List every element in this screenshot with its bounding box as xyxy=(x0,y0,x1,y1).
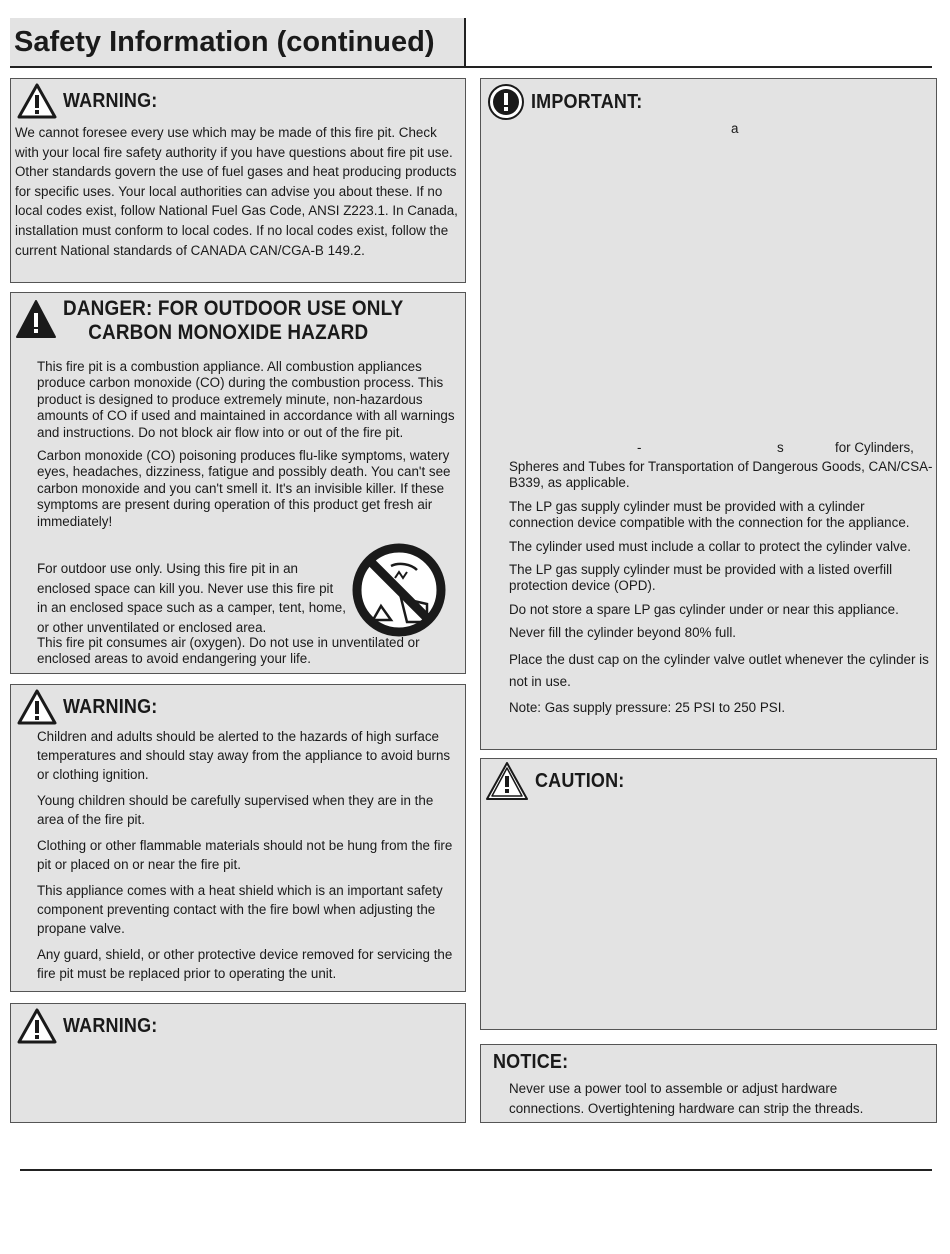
important-fragment-cylinders: for Cylinders, xyxy=(835,440,914,455)
notice-heading: NOTICE: xyxy=(493,1051,569,1073)
important-paragraph-3: The LP gas supply cylinder must be provided with a listed overfill protection device (OPD). xyxy=(509,562,893,594)
important-paragraph-6: Place the dust cap on the cylinder valve outlet whenever the cylinder is not in use. xyxy=(509,651,929,689)
danger-box-carbon-monoxide xyxy=(10,292,466,674)
warning-triangle-icon xyxy=(17,1008,57,1044)
important-paragraph-5: Never fill the cylinder beyond 80% full. xyxy=(509,625,737,641)
caution-triangle-icon xyxy=(485,761,529,801)
warning-text: We cannot foresee every use which may be made of this fire pit. Check with your local fire safety authority if you have questions about fire pit use. Other standards govern the use of fuel gases and heat producing products for specific uses. Your local authorities can advise you about these. If no local codes exist, follow National Fuel Gas Code, ANSI Z223.1. In Canada, installation must conform to local codes. If no local codes exist, follow the current National standards of CANADA CAN/CGA-B 149.2. xyxy=(15,125,458,258)
notice-text: Never use a power tool to assemble or adjust hardware connections. Overtightening hardware can strip the threads. xyxy=(509,1081,864,1116)
warning-heading: WARNING: xyxy=(63,695,158,718)
warning-paragraph-4: This appliance comes with a heat shield which is an important safety component preventing contact with the fire bowl when adjusting the propane valve. xyxy=(37,883,443,936)
warning-box-fire-pit-use xyxy=(10,78,466,283)
important-fragment-s: s xyxy=(777,440,784,455)
danger-heading-line1: DANGER: FOR OUTDOOR USE ONLY xyxy=(63,297,404,320)
caution-heading: CAUTION: xyxy=(535,769,625,792)
important-box-lp-cylinder xyxy=(480,78,937,750)
important-paragraph-1: The LP gas supply cylinder must be provided with a cylinder connection device compatible with the connection for the appliance. xyxy=(509,498,910,531)
notice-box xyxy=(480,1044,937,1123)
warning-heading: WARNING: xyxy=(63,89,158,112)
warning-paragraph-1: Children and adults should be alerted to the hazards of high surface temperatures and should stay away from the appliance to avoid burns or clothing ignition. xyxy=(37,729,451,782)
no-indoor-use-icon xyxy=(351,542,447,638)
important-paragraph-2: The cylinder used must include a collar to protect the cylinder valve. xyxy=(509,538,911,554)
important-paragraph-7: Note: Gas supply pressure: 25 PSI to 250 PSI. xyxy=(509,699,786,715)
important-fragment-dash: - xyxy=(637,440,642,455)
important-paragraph-4: Do not store a spare LP gas cylinder under or near this appliance. xyxy=(509,601,899,617)
warning-triangle-icon xyxy=(17,83,57,119)
important-fragment-a: a xyxy=(731,121,739,136)
danger-triangle-icon xyxy=(15,299,57,339)
warning-triangle-icon xyxy=(17,689,57,725)
warning-paragraph-3: Clothing or other flammable materials should not be hung from the fire pit or placed on or near the fire pit. xyxy=(37,838,453,872)
footer-divider xyxy=(20,1169,932,1171)
danger-heading-line2: CARBON MONOXIDE HAZARD xyxy=(88,321,369,344)
warning-box-hot-surfaces xyxy=(10,684,466,992)
warning-box-empty xyxy=(10,1003,466,1123)
page-title-bar xyxy=(10,18,466,66)
exclamation-circle-icon xyxy=(487,83,525,121)
danger-paragraph-2: Carbon monoxide (CO) poisoning produces flu-like symptoms, watery eyes, headaches, dizziness, fatigue and possibly death. You can't see carbon monoxide and you can't smell it. It's an invisible killer. If these symptoms are present during operation of this product get fresh air immediately! xyxy=(37,448,451,529)
warning-paragraph-2: Young children should be carefully supervised when they are in the area of the fire pit. xyxy=(37,793,434,827)
important-heading: IMPORTANT: xyxy=(531,90,643,113)
caution-box xyxy=(480,758,937,1030)
warning-paragraph-5: Any guard, shield, or other protective device removed for servicing the fire pit must be replaced prior to operating the unit. xyxy=(37,947,453,981)
title-divider xyxy=(10,66,932,68)
important-paragraph-spheres: Spheres and Tubes for Transportation of Dangerous Goods, CAN/CSA-B339, as applicable. xyxy=(509,459,933,491)
danger-paragraph-1: This fire pit is a combustion appliance. All combustion appliances produce carbon monoxide (CO) during the combustion process. This product is designed to produce extremely minute, non-hazardous amounts of CO if used and maintained in accordance with all warnings and instructions. Do not block air flow into or out of the fire pit. xyxy=(37,359,455,440)
warning-heading: WARNING: xyxy=(63,1014,158,1037)
danger-paragraph-3: For outdoor use only. Using this fire pit in an enclosed space can kill you. Never use this fire pit in an enclosed space such as a camper, tent, home, or other unventilated or enclosed area. xyxy=(37,561,346,635)
page-title: Safety Information (continued) xyxy=(14,26,435,58)
danger-paragraph-4: This fire pit consumes air (oxygen). Do not use in unventilated or enclosed areas to avoid endangering your life. xyxy=(37,635,420,667)
